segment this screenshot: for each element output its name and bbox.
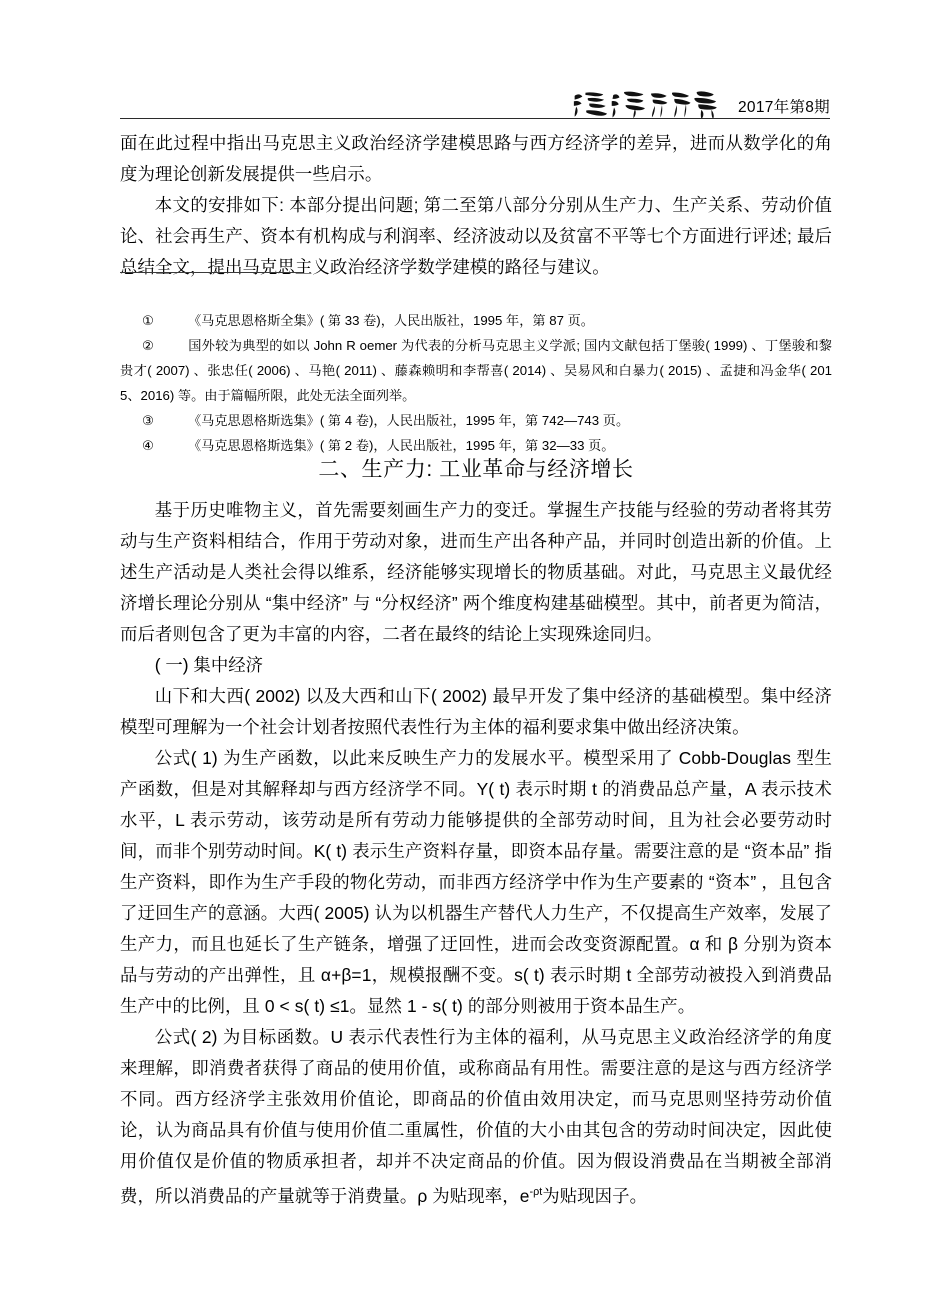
footnote-marker: ② xyxy=(142,338,154,353)
footnote-text: 《马克思恩格斯选集》( 第 4 卷)，人民出版社，1995 年，第 742—743 页。 xyxy=(188,413,630,428)
issue-label: 2017年第8期 xyxy=(737,98,830,116)
footnote-marker: ③ xyxy=(142,413,154,428)
journal-logo-calligraphy xyxy=(570,85,732,119)
footnote-marker: ① xyxy=(142,313,154,328)
footnote-item xyxy=(120,333,832,408)
footnote-text: 《马克思恩格斯选集》( 第 2 卷)，人民出版社，1995 年，第 32—33 页。 xyxy=(188,438,615,453)
footnote-separator-rule xyxy=(120,272,303,273)
article-paragraph-3: 公式( 1) 为生产函数，以此来反映生产力的发展水平。模型采用了 Cobb-Douglas 型生产函数，但是对其解释却与西方经济学不同。Y( t) 表示时期 t 的消费品总产量，A 表示技术水平，L 表示劳动，该劳动是所有劳动力能够提供的全部劳动时间，且为社会必要劳动时间，而非个别劳动时间。K( t) 表示生产资料存量，即资本品存量。需要注意的是 “资本品” 指生产资料，即作为生产手段的物化劳动，而非西方经济学中作为生产要素的 “资本” ，且包含了迂回生产的意涵。大西( 2005) 认为以机器生产替代人力生产，不仅提高生产效率，发展了生产力，而且也延长了生产链条，增强了迂回性，进而会改变资源配置。α 和 β 分别为资本品与劳动的产出弹性，且 α+β=1，规模报酬不变。s( t) 表示时期 t 全部劳动被投入到消费品生产中的比例，且 0 < s( t) ≤1。显然 1 - s( t) 的部分则被用于资本品生产。 xyxy=(120,748,832,1016)
intro-block xyxy=(120,128,832,283)
final-paragraph-lead: 公式( 2) 为目标函数。U 表示代表性行为主体的福利，从马克思主义政治经济学的角度来理解，即消费者获得了商品的使用价值，或称商品有用性。需要注意的是这与西方经济学不同。西方经济学主张效用价值论，即商品的价值由效用决定，而马克思则坚持劳动价值论，认为商品具有价值与使用价值二重属性，价值的大小由其包含的劳动时间决定，因此使用价值仅是价值的物质承担者，却并不决定商品的价值。因为假设消费品在当期被全部消费，所以消费品的产量就等于消费量。ρ 为贴现率，e xyxy=(120,1027,832,1206)
article-paragraph-2: 山下和大西( 2002) 以及大西和山下( 2002) 最早开发了集中经济的基础模型。集中经济模型可理解为一个社会计划者按照代表性行为主体的福利要求集中做出经济决策。 xyxy=(120,686,832,737)
discount-factor-exponent: -ρt xyxy=(529,1186,543,1198)
footnote-list xyxy=(120,308,832,458)
final-paragraph-tail: 为贴现因子。 xyxy=(542,1185,648,1206)
intro-continued-paragraph: 面在此过程中指出马克思主义政治经济学建模思路与西方经济学的差异，进而从数学化的角度为理论创新发展提供一些启示。 xyxy=(120,133,832,184)
footnote-marker: ④ xyxy=(142,438,154,453)
article-paragraph-1: 基于历史唯物主义，首先需要刻画生产力的变迁。掌握生产技能与经验的劳动者将其劳动与生产资料相结合，作用于劳动对象，进而生产出各种产品，并同时创造出新的价值。上述生产活动是人类社会得以维系，经济能够实现增长的物质基础。对此，马克思主义最优经济增长理论分别从 “集中经济” 与 “分权经济” 两个维度构建基础模型。其中，前者更为简洁，而后者则包含了更为丰富的内容，二者在最终的结论上实现殊途同归。 xyxy=(120,500,832,644)
header-rule xyxy=(120,118,830,119)
intro-structure-paragraph: 本文的安排如下: 本部分提出问题; 第二至第八部分分别从生产力、生产关系、劳动价值论、社会再生产、资本有机构成与利润率、经济波动以及贫富不平等七个方面进行评述; 最后总结全文，提出马克思主义政治经济学数学建模的路径与建议。 xyxy=(120,195,832,277)
footnote-item xyxy=(120,308,832,333)
article-paragraph-4 xyxy=(120,1022,832,1212)
footnote-text: 《马克思恩格斯全集》( 第 33 卷)，人民出版社，1995 年，第 87 页。 xyxy=(188,313,594,328)
footnote-text: 国外较为典型的如以 John R oemer 为代表的分析马克思主义学派; 国内文献包括丁堡骏( 1999) 、丁堡骏和黎贵才( 2007) 、张忠任( 2006) 、马艳( 2011) 、藤森赖明和李帮喜( 2014) 、吴易风和白暴力( 2015) 、孟捷和冯金华( 2015、2016) 等。由于篇幅所限，此处无法全面列举。 xyxy=(120,338,832,403)
footnote-item xyxy=(120,408,832,433)
masthead xyxy=(120,74,830,118)
section-heading: 二、生产力: 工业革命与经济增长 xyxy=(318,458,634,481)
subsection-heading: ( 一) 集中经济 xyxy=(154,655,263,675)
article-body xyxy=(120,495,832,1212)
